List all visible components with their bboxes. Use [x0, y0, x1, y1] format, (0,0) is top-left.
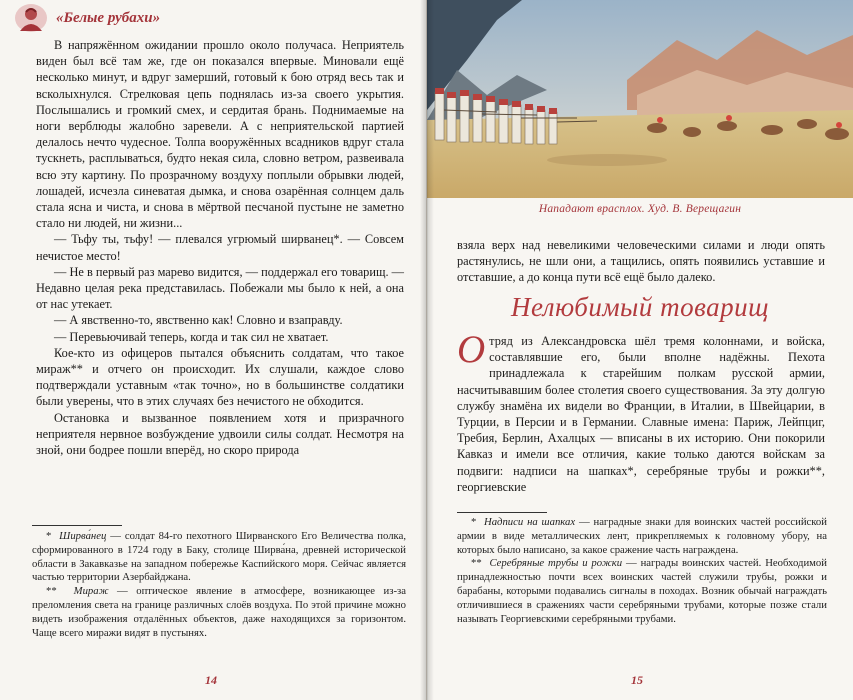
footnote-divider	[457, 512, 547, 513]
paragraph: Отряд из Александровска шёл тремя колоннами, и войска, составлявшие его, были вполне надёжны. Пехота принадлежала к старейшим полкам русской армии, насчитывавшим более столетия своего существования. За эту долгую службу знамёна их видели во Франции, в Италии, в Швейцарии, в Турции, в Персии и в Германии. Славные имена: Париж, Лейпциг, Требия, Берлин, Ахалцых — вписаны в их историю. Они покорили Кавказ и имели все отличия, какие только даются войскам за подвиги: надписи на шапках*, серебряные трубы и рожки**, георгиевские	[457, 328, 825, 494]
drop-cap: О	[457, 328, 486, 371]
book-gutter	[420, 0, 434, 700]
series-title: «Белые рубахи»	[56, 9, 161, 26]
footnote-divider	[32, 525, 122, 526]
footnote: ** Мираж — оптическое явление в атмосфере, возникающее из-за преломления света на границе различных слоёв воздуха. По этой причине можно видеть изображения отдалённых объектов, даже находящихся за горизонтом. Чаще всего миражи видят в пустынях.	[32, 585, 406, 639]
portrait-logo-icon	[14, 3, 48, 33]
left-body-text	[36, 37, 404, 458]
right-footnotes	[457, 516, 827, 626]
footnote: * Ширва́нец — солдат 84-го пехотного Ширванского Его Величества полка, сформированного в 1724 году в Баку, столице Ширва́на, древней исторической области в Закавказье на западном побережье Каспийского моря. Сейчас является частью территории Азербайджана.	[32, 530, 406, 584]
footnote: * Надписи на шапках — наградные знаки для воинских частей российской армии в виде металлических лент, прикрепляемых к головному убору, на которых было написано, за какое сражение часть награждена.	[457, 516, 827, 556]
paragraph: — Тьфу ты, тьфу! — плевался угрюмый ширванец*. — Совсем нечистое место!	[36, 232, 404, 263]
illustration-caption: Нападают врасплох. Худ. В. Верещагин	[538, 203, 742, 215]
footnote: ** Серебряные трубы и рожки — награды воинских частей. Необходимой принадлежностью почти всех воинских частей служили трубы, рожки и барабаны, которыми подавались сигналы в походах. Возник обычай награждать отличившиеся в сражениях части серебряными трубами, которые позже стали называть Георгиевскими серебряными трубами.	[457, 557, 827, 625]
left-page	[0, 0, 426, 700]
continuation-text	[457, 237, 825, 286]
painting-illustration	[427, 0, 853, 232]
paragraph: Кое-кто из офицеров пытался объяснить солдатам, что такое мираж** и отчего он происходит. Их слушали, каждое слово подтверждали уставным «так точно», но в большинстве солдатики были уверены, что в этих случаях без нечистого не обходится.	[36, 345, 404, 409]
paragraph: взяла верх над невеликими человеческими силами и люди опять растянулись, не шли они, а тащились, опять появились уставшие и отставшие, а до конца пути всё ещё было далеко.	[457, 238, 825, 285]
paragraph: — А явственно-то, явственно как! Словно и взаправду.	[54, 313, 343, 328]
page-number: 15	[631, 673, 643, 687]
paragraph: Остановка и вызванное появлением хотя и призрачного неприятеля нервное возбуждение удвоили силы солдат. Несмотря на зной, они бодрее пошли вперёд, но скоро природа	[36, 410, 404, 458]
chapter-body-text	[457, 328, 825, 495]
running-head	[14, 4, 160, 32]
right-page	[427, 0, 853, 700]
paragraph: В напряжённом ожидании прошло около получаса. Неприятель виден был всё там же, где он показался впервые. Миновали ещё несколько минут, и вдруг замерший, готовый к бою отряд весь так и всколыхнулся. Стрелковая цепь поднялась из-за своего укрытия. Послышались и громкий смех, и сердитая брань. Поднимаемые на ноги верблюды жалобно заревели. А с неприятельской партией делалось нечто чудесное. Толпа вооружённых всадников вдруг стала тускнеть, расплываться, будто некая сила, словно ветром, развеивала всю эту картину. По прозрачному воздуху поплыли обрывки людей, лошадей, исчезла синеватая дымка, и снова озарённая солнцем даль стала ясна и чиста, и снова в мёртвой песчаной пустыне не заметно стало ни людей, ни жизни...	[36, 38, 404, 231]
page-number: 14	[205, 673, 217, 687]
chapter-title: Нелюбимый товарищ	[510, 292, 770, 322]
left-footnotes	[32, 530, 406, 640]
paragraph: — Не в первый раз марево видится, — поддержал его товарищ. — Недавно целая река представилась. Побежали мы было к ней, а она от нас утекает.	[36, 264, 404, 312]
paragraph: — Перевьючивай теперь, когда и так сил не хватает.	[54, 329, 329, 344]
